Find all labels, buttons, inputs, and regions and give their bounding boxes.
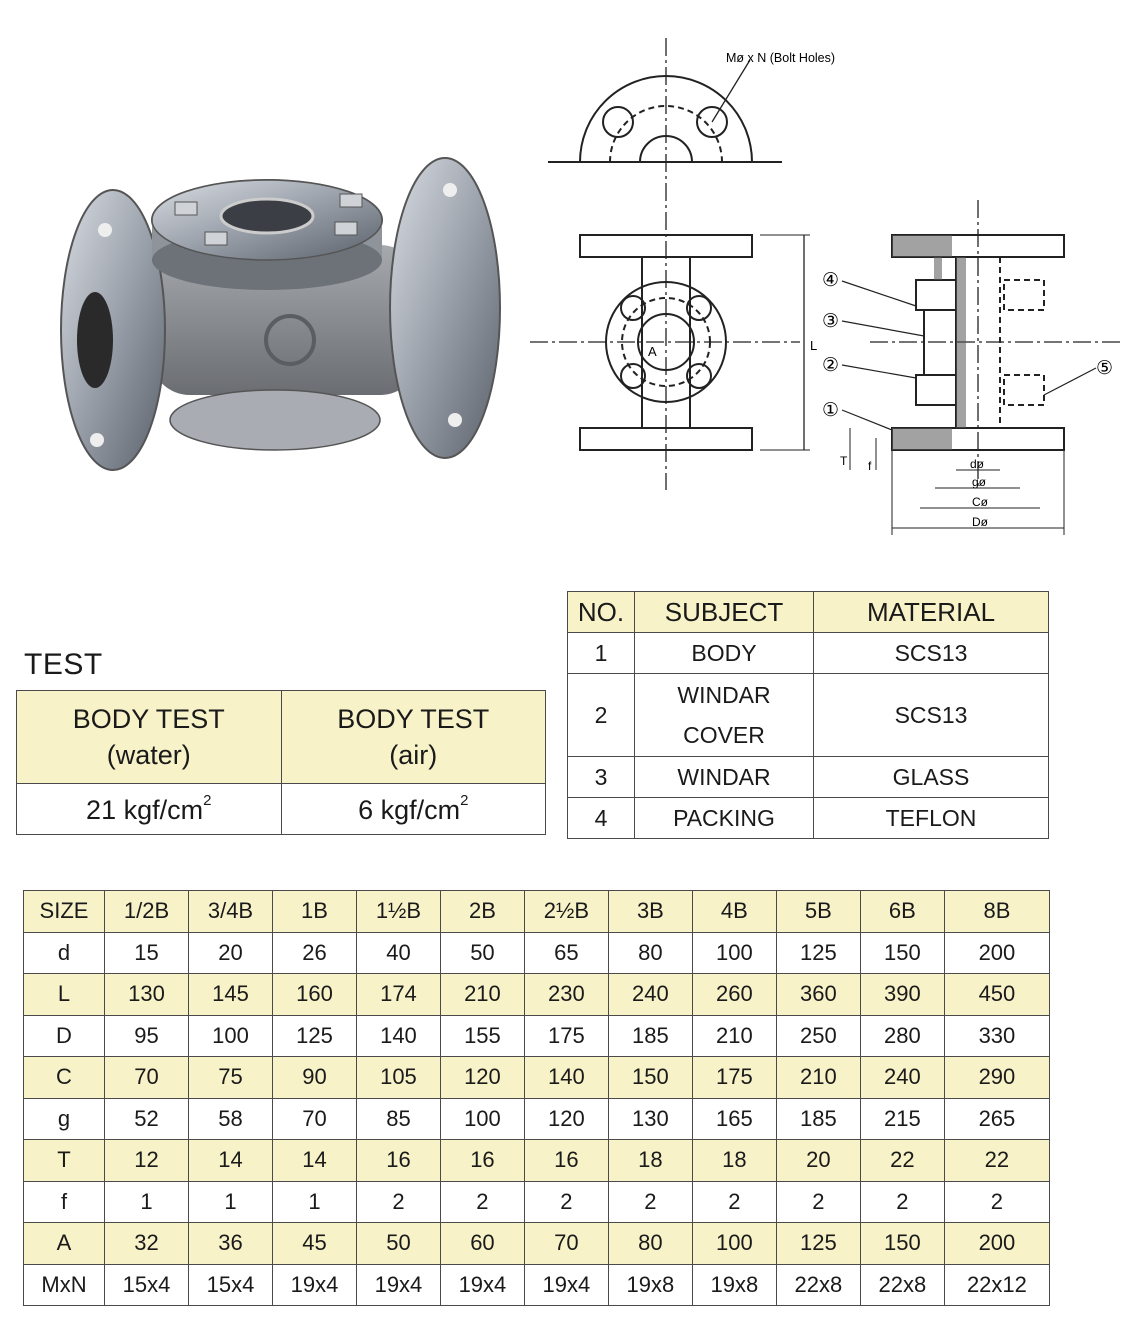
mat-header-no: NO. [568,592,635,633]
dim-l-label: L [810,338,818,353]
technical-drawing [520,30,1140,550]
table-cell: 120 [524,1098,608,1140]
table-cell: 80 [608,1223,692,1265]
table-row [24,1015,1050,1057]
row-label: d [24,932,105,974]
callout-2: ② [822,355,840,376]
table-cell: 19x8 [692,1264,776,1306]
table-cell: 210 [692,1015,776,1057]
table-cell: 20 [776,1140,860,1182]
dim-dd-label: Dø [972,515,988,529]
table-cell: 2 [356,1181,440,1223]
table-row [24,1057,1050,1099]
size-header-cell: 5B [776,891,860,933]
table-cell: 85 [356,1098,440,1140]
table-row: 1 BODY SCS13 [568,633,1049,674]
table-row [24,974,1050,1016]
size-header-cell: 8B [944,891,1049,933]
size-header-cell: 1½B [356,891,440,933]
table-cell: 14 [188,1140,272,1182]
size-header-cell: 1B [272,891,356,933]
table-cell: 50 [356,1223,440,1265]
callout-1: ① [822,400,840,421]
row-label: C [24,1057,105,1099]
table-cell: 75 [188,1057,272,1099]
table-cell: 140 [356,1015,440,1057]
table-cell: 280 [860,1015,944,1057]
table-cell: 150 [860,1223,944,1265]
table-cell: 175 [692,1057,776,1099]
table-cell: 140 [524,1057,608,1099]
table-cell: 100 [440,1098,524,1140]
table-cell: 150 [860,932,944,974]
table-cell: 290 [944,1057,1049,1099]
table-cell: 1 [105,1181,189,1223]
table-cell: 80 [608,932,692,974]
test-table [16,690,546,835]
table-cell: 174 [356,974,440,1016]
table-cell: 215 [860,1098,944,1140]
table-cell: 260 [692,974,776,1016]
table-cell: 2 [860,1181,944,1223]
table-cell: 240 [608,974,692,1016]
table-cell: 125 [272,1015,356,1057]
table-cell: 15x4 [105,1264,189,1306]
table-cell: 58 [188,1098,272,1140]
dim-f-label: f [868,459,872,473]
table-row [24,1098,1050,1140]
size-table [23,890,1050,1306]
table-cell: 390 [860,974,944,1016]
table-cell: 185 [776,1098,860,1140]
table-cell: 2 [692,1181,776,1223]
row-label: L [24,974,105,1016]
row-label: D [24,1015,105,1057]
table-row [24,1140,1050,1182]
table-row [24,1223,1050,1265]
test-value-air: 6 kgf/$cm^2$ [281,784,546,835]
table-cell: 330 [944,1015,1049,1057]
size-header-cell: SIZE [24,891,105,933]
table-cell: 145 [188,974,272,1016]
table-cell: 19x4 [356,1264,440,1306]
table-cell: 32 [105,1223,189,1265]
table-cell: 210 [776,1057,860,1099]
size-header-cell: 1/2B [105,891,189,933]
table-cell: 19x4 [272,1264,356,1306]
table-cell: 100 [692,932,776,974]
dim-g-label: gø [972,475,987,489]
material-table [567,591,1049,839]
table-cell: 22 [860,1140,944,1182]
table-cell: 100 [692,1223,776,1265]
table-cell: 52 [105,1098,189,1140]
mat-header-material: MATERIAL [814,592,1049,633]
table-cell: 26 [272,932,356,974]
table-cell: 1 [272,1181,356,1223]
table-cell: 230 [524,974,608,1016]
dim-d-label: dø [970,457,985,471]
table-cell: 1 [188,1181,272,1223]
table-cell: 19x4 [440,1264,524,1306]
size-header-cell: 2B [440,891,524,933]
table-cell: 16 [524,1140,608,1182]
dim-t-label: T [840,454,848,468]
table-cell: 185 [608,1015,692,1057]
table-cell: 210 [440,974,524,1016]
table-cell: 22x8 [776,1264,860,1306]
test-header-water: BODY TEST (water) [17,691,282,784]
table-cell: 60 [440,1223,524,1265]
size-header-cell: 6B [860,891,944,933]
table-cell: 90 [272,1057,356,1099]
table-cell: 12 [105,1140,189,1182]
table-cell: 45 [272,1223,356,1265]
test-value-water: 21 kgf/$cm^2$ [17,784,282,835]
table-cell: 15x4 [188,1264,272,1306]
table-cell: 14 [272,1140,356,1182]
table-cell: 36 [188,1223,272,1265]
size-header-cell: 3/4B [188,891,272,933]
table-cell: 95 [105,1015,189,1057]
table-cell: 160 [272,974,356,1016]
table-row [24,1264,1050,1306]
size-header-cell: 2½B [524,891,608,933]
product-photo [55,150,505,490]
table-cell: 70 [524,1223,608,1265]
table-cell: 450 [944,974,1049,1016]
size-header-cell: 3B [608,891,692,933]
table-cell: 18 [608,1140,692,1182]
table-cell: 130 [105,974,189,1016]
table-cell: 22 [944,1140,1049,1182]
table-cell: 100 [188,1015,272,1057]
row-label: g [24,1098,105,1140]
table-cell: 15 [105,932,189,974]
table-cell: 250 [776,1015,860,1057]
callout-4: ④ [822,270,840,291]
row-label: A [24,1223,105,1265]
table-cell: 65 [524,932,608,974]
test-header-air: BODY TEST (air) [281,691,546,784]
table-cell: 360 [776,974,860,1016]
table-cell: 165 [692,1098,776,1140]
table-cell: 155 [440,1015,524,1057]
callout-3: ③ [822,311,840,332]
size-header-cell: 4B [692,891,776,933]
table-cell: 2 [524,1181,608,1223]
table-row: 3 WINDAR GLASS [568,757,1049,798]
table-cell: 125 [776,1223,860,1265]
row-label: f [24,1181,105,1223]
row-label: T [24,1140,105,1182]
table-row [24,1181,1050,1223]
table-row [24,932,1050,974]
dim-a-label: A [648,344,657,359]
table-cell: 16 [440,1140,524,1182]
table-cell: 22x12 [944,1264,1049,1306]
bolt-holes-label: Mø x N (Bolt Holes) [726,51,836,65]
table-cell: 120 [440,1057,524,1099]
table-cell: 175 [524,1015,608,1057]
table-cell: 18 [692,1140,776,1182]
table-cell: 2 [440,1181,524,1223]
table-row: 2 WINDAR COVER SCS13 [568,674,1049,757]
table-cell: 20 [188,932,272,974]
table-cell: 130 [608,1098,692,1140]
table-cell: 70 [272,1098,356,1140]
table-cell: 240 [860,1057,944,1099]
row-label: MxN [24,1264,105,1306]
table-cell: 125 [776,932,860,974]
table-cell: 105 [356,1057,440,1099]
table-cell: 22x8 [860,1264,944,1306]
table-cell: 70 [105,1057,189,1099]
table-cell: 19x8 [608,1264,692,1306]
table-cell: 200 [944,1223,1049,1265]
table-cell: 2 [608,1181,692,1223]
table-cell: 19x4 [524,1264,608,1306]
table-row: 4 PACKING TEFLON [568,798,1049,839]
callout-5: ⑤ [1096,358,1114,379]
test-title: TEST [24,648,103,681]
dim-c-label: Cø [972,495,988,509]
table-cell: 50 [440,932,524,974]
table-cell: 40 [356,932,440,974]
table-cell: 2 [776,1181,860,1223]
table-cell: 16 [356,1140,440,1182]
mat-header-subject: SUBJECT [635,592,814,633]
table-cell: 2 [944,1181,1049,1223]
table-cell: 150 [608,1057,692,1099]
table-cell: 200 [944,932,1049,974]
table-cell: 265 [944,1098,1049,1140]
size-header-row [24,891,1050,933]
